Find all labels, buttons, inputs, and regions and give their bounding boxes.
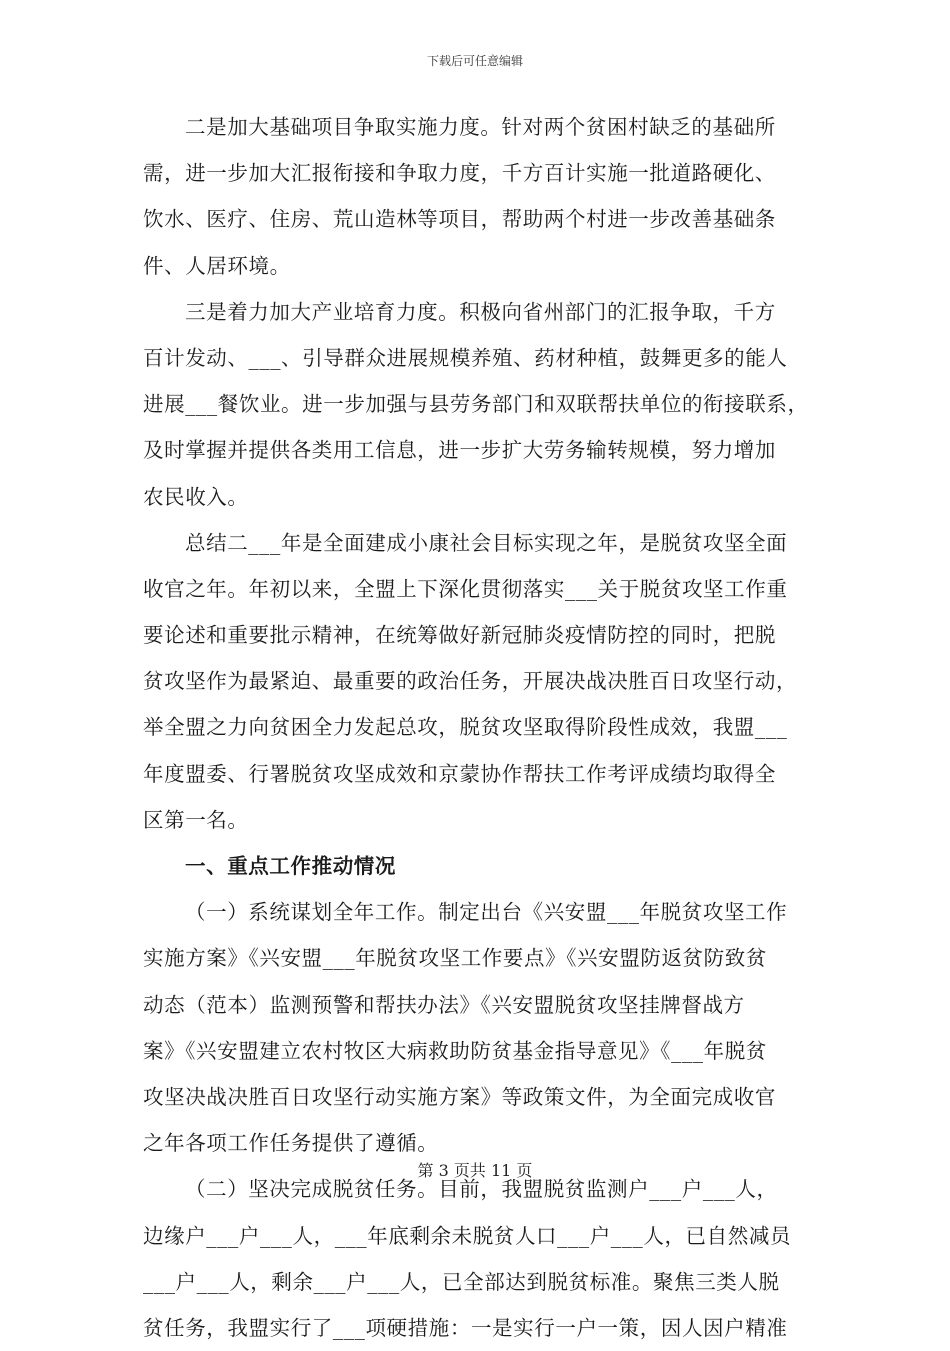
paragraph-line: 进展___餐饮业。进一步加强与县劳务部门和双联帮扶单位的衔接联系， xyxy=(143,392,809,417)
section-heading: 一、重点工作推动情况 xyxy=(185,854,396,878)
page-number: 第 3 页共 11 页 xyxy=(417,1161,533,1180)
paragraph-line: 三是着力加大产业培育力度。积极向省州部门的汇报争取，千方 xyxy=(185,299,776,324)
paragraph-line: 及时掌握并提供各类用工信息，进一步扩大劳务输转规模，努力增加 xyxy=(143,438,776,463)
paragraph-line: 百计发动、___、引导群众进展规模养殖、药材种植，鼓舞更多的能人 xyxy=(143,345,788,370)
paragraph-line: 实施方案》《兴安盟___年脱贫攻坚工作要点》《兴安盟防返贫防致贫 xyxy=(143,946,767,971)
paragraph-line: 贫攻坚作为最紧迫、最重要的政治任务，开展决战决胜百日攻坚行动， xyxy=(143,669,798,694)
paragraph-line: 要论述和重要批示精神，在统筹做好新冠肺炎疫情防控的同时，把脱 xyxy=(143,623,776,648)
paragraph-line: 年度盟委、行署脱贫攻坚成效和京蒙协作帮扶工作考评成绩均取得全 xyxy=(143,761,776,786)
paragraph-line: 农民收入。 xyxy=(143,484,249,509)
paragraph-line: 案》《兴安盟建立农村牧区大病救助防贫基金指导意见》《___年脱贫 xyxy=(143,1038,767,1063)
paragraph-line: 二是加大基础项目争取实施力度。针对两个贫困村缺乏的基础所 xyxy=(185,115,776,139)
paragraph-line: 边缘户___户___人，___年底剩余未脱贫人口___户___人，已自然减员 xyxy=(143,1223,792,1248)
paragraph-line: 饮水、医疗、住房、荒山造林等项目，帮助两个村进一步改善基础条 xyxy=(143,207,776,232)
paragraph-line: 举全盟之力向贫困全力发起总攻，脱贫攻坚取得阶段性成效，我盟___ xyxy=(143,715,788,740)
paragraph-line: 攻坚决战决胜百日攻坚行动实施方案》等政策文件，为全面完成收官 xyxy=(143,1084,776,1109)
paragraph-line: 需，进一步加大汇报衔接和争取力度，千方百计实施一批道路硬化、 xyxy=(143,161,776,186)
paragraph-line: 动态（范本）监测预警和帮扶办法》《兴安盟脱贫攻坚挂牌督战方 xyxy=(143,992,745,1017)
paragraph-line: 之年各项工作任务提供了遵循。 xyxy=(143,1131,439,1156)
page-header: 下载后可任意编辑 xyxy=(426,54,523,68)
paragraph-line: 总结二___年是全面建成小康社会目标实现之年，是脱贫攻坚全面 xyxy=(185,530,788,555)
paragraph-line: 收官之年。年初以来，全盟上下深化贯彻落实___关于脱贫攻坚工作重 xyxy=(143,576,788,601)
paragraph-line: 区第一名。 xyxy=(143,807,249,832)
paragraph-line: 件、人居环境。 xyxy=(143,253,291,278)
paragraph-line: ___户___人，剩余___户___人，已全部达到脱贫标准。聚焦三类人脱 xyxy=(143,1269,780,1294)
paragraph-line: 贫任务，我盟实行了___项硬措施：一是实行一户一策，因人因户精准 xyxy=(143,1315,788,1340)
paragraph-line: （一）系统谋划全年工作。制定出台《兴安盟___年脱贫攻坚工作 xyxy=(185,900,788,925)
paragraph-line: （二）坚决完成脱贫任务。目前，我盟脱贫监测户___户___人， xyxy=(185,1177,778,1202)
